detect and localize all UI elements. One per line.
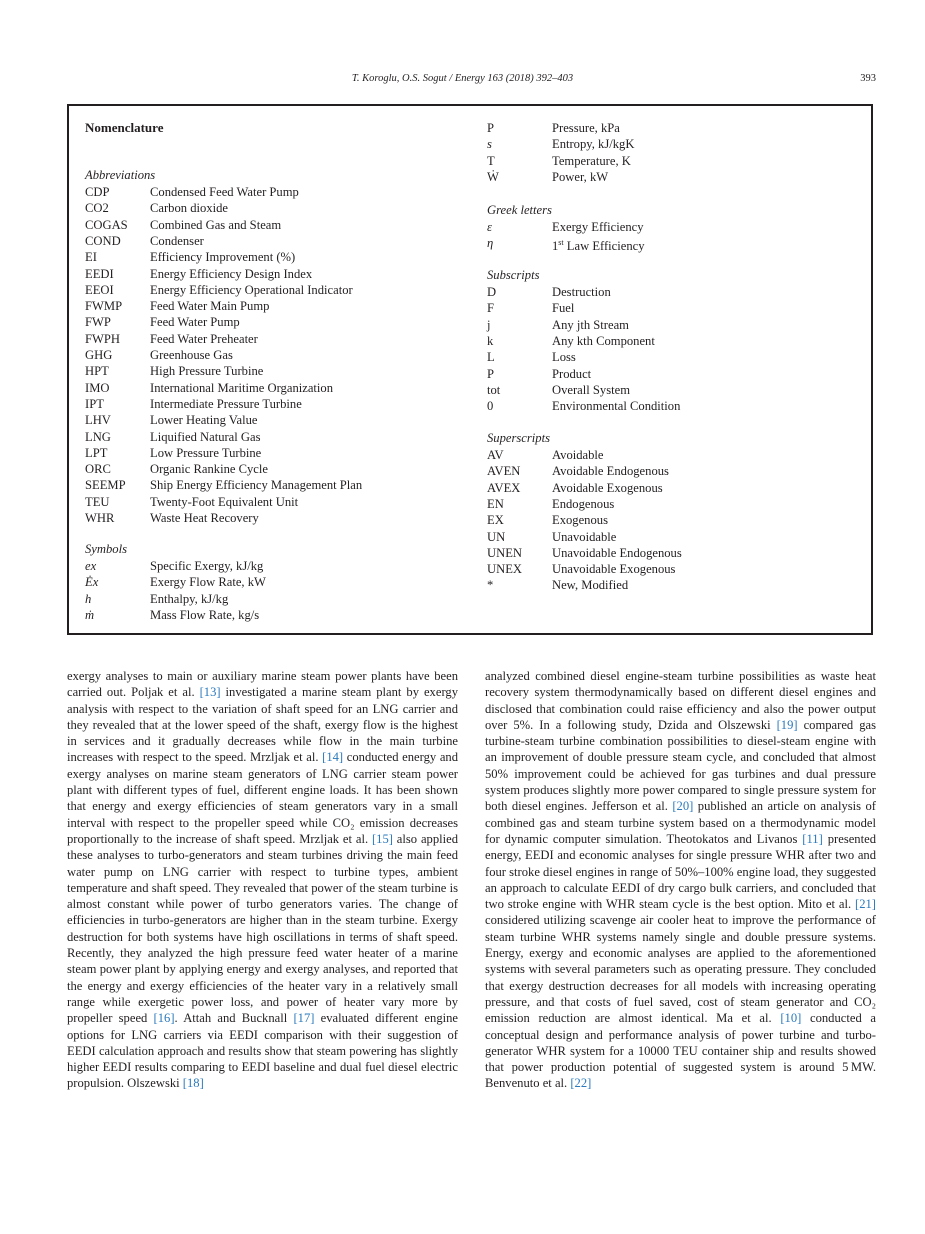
entry-symbol: LHV [85, 413, 111, 428]
entry-definition: Avoidable [552, 448, 604, 462]
entry-symbol: GHG [85, 348, 113, 362]
entry-symbol: T [487, 153, 495, 168]
abbreviations-heading: Abbreviations [85, 168, 156, 182]
entry-definition: Unavoidable Endogenous [552, 545, 682, 560]
entry-symbol: 0 [487, 399, 494, 414]
entry-definition: Feed Water Preheater [150, 331, 258, 346]
body-text: considered utilizing scavenge air cooler heat to improve the performance of steam turbine WHR systems namely single and double pressure systems. Energy, exergy and economic analyses are applied to the aforementioned systems with several parameters such as operating pressure. They concluded that exergy destruction decreases for all models with increasing operating pressure, and that costs of fuel saved, cost of steam generator and CO₂ emission reduction are almost identical. Ma et al. [485, 913, 876, 1026]
entry-symbol: η [487, 236, 494, 251]
entry-symbol: k [487, 333, 494, 348]
entry-definition: Condensed Feed Water Pump [150, 185, 299, 199]
entry-symbol: CO2 [85, 201, 109, 216]
entry-symbol: s [487, 137, 492, 152]
entry-symbol: ORC [85, 462, 111, 477]
citation-link[interactable]: [18] [182, 1076, 204, 1091]
entry-definition: Carbon dioxide [150, 201, 228, 216]
entry-definition: Combined Gas and Steam [150, 217, 282, 232]
entry-symbol: LNG [85, 429, 111, 444]
entry-symbol: IPT [85, 396, 104, 411]
entry-definition: New, Modified [552, 578, 629, 593]
entry-symbol: EI [85, 250, 97, 265]
entry-symbol: F [487, 301, 495, 316]
entry-definition: Power, kW [552, 169, 609, 184]
citation-link[interactable]: [14] [322, 750, 344, 765]
body-column-left [67, 668, 458, 1092]
superscripts-heading: Superscripts [487, 431, 550, 445]
entry-symbol: AVEN [487, 464, 521, 479]
entry-definition: Twenty-Foot Equivalent Unit [150, 494, 299, 509]
entry-definition: Liquified Natural Gas [150, 429, 261, 444]
body-text: presented energy, EEDI and economic analyses for single pressure WHR after two and four stroke diesel engines in range of 50%–100% engine load, they suggested an approach to calculate EEDI of dry cargo bulk carriers, and concluded that two stroke engine with WHR steam cycle is the best option. Mito et al. [485, 831, 877, 912]
entry-symbol: UNEN [487, 545, 522, 560]
page-number: 393 [860, 73, 876, 84]
entry-symbol: tot [487, 382, 501, 397]
citation-link[interactable]: [11] [802, 831, 823, 846]
entry-definition: Environmental Condition [552, 399, 681, 414]
citation-link[interactable]: [15] [371, 831, 393, 846]
greek-letters-heading: Greek letters [487, 203, 552, 217]
entry-definition: Energy Efficiency Design Index [150, 266, 313, 281]
entry-symbol: EN [487, 496, 504, 511]
entry-definition: Endogenous [552, 496, 615, 511]
body-text: conducted a conceptual design and performance analysis of power turbine and turbo-generator WHR system for a 10000 TEU container ship and results showed that power production potential of suggested system is around 5 MW. Benvenuto et al. [485, 1011, 877, 1091]
entry-definition: Loss [552, 350, 576, 365]
running-header [0, 73, 925, 89]
citation-link[interactable]: [21] [855, 897, 876, 912]
entry-definition: Product [552, 366, 592, 381]
entry-definition: Organic Rankine Cycle [150, 462, 268, 477]
entry-symbol: EX [487, 513, 504, 528]
entry-definition: Any kth Component [552, 333, 655, 348]
entry-symbol: TEU [85, 494, 110, 509]
entry-symbol: CDP [85, 185, 110, 199]
entry-symbol: Ẇ [487, 169, 499, 184]
entry-symbol: h [85, 591, 92, 606]
entry-definition: Unavoidable Exogenous [552, 562, 676, 577]
body-text: exergy analyses to main or auxiliary marine steam power plants have been carried out. Poljak et al. [67, 669, 458, 700]
entry-definition: Avoidable Exogenous [552, 480, 663, 495]
entry-definition: Temperature, K [552, 153, 631, 168]
entry-definition: Feed Water Main Pump [150, 299, 270, 314]
entry-definition: Greenhouse Gas [150, 348, 233, 362]
entry-definition: 1st Law Efficiency [552, 238, 645, 254]
entry-symbol: HPT [85, 364, 109, 379]
citation-link[interactable]: [22] [570, 1076, 592, 1091]
body-paragraph-right [485, 668, 876, 1092]
nomenclature-box [67, 104, 873, 635]
entry-symbol: D [487, 285, 497, 299]
entry-definition: Exogenous [552, 513, 608, 528]
entry-symbol: ε [487, 220, 492, 234]
entry-symbol: COND [85, 233, 121, 248]
entry-definition: Specific Exergy, kJ/kg [150, 559, 264, 573]
entry-symbol: AVEX [487, 480, 521, 495]
entry-definition: Exergy Efficiency [552, 220, 644, 234]
entry-symbol: LPT [85, 445, 108, 460]
body-text: conducted energy and exergy analyses on marine steam generators of LNG carrier steam power plant with different types of fuel, different engine loads. It has been shown that energy and exergy efficiencies of steam generators vary in a small interval with respect to the propeller speed while CO₂ emission decreases proportionally to the increase of shaft speed. Mrzljak et al. [67, 750, 459, 846]
citation-link[interactable]: [19] [776, 717, 798, 732]
entry-definition: Ship Energy Efficiency Management Plan [150, 478, 363, 493]
entry-symbol: L [487, 350, 495, 365]
body-text: evaluated different engine options for LNG carriers via EEDI comparison with their suggestion of EEDI calculation approach and results show that steam powering has slightly higher EEDI results comparing to EEDI baseline and dual fuel diesel electric propulsion. Olszewski [67, 1011, 458, 1091]
entry-definition: Lower Heating Value [150, 413, 258, 428]
entry-definition: Efficiency Improvement (%) [150, 250, 296, 265]
entry-symbol: UNEX [487, 562, 522, 577]
citation-link[interactable]: [17] [293, 1011, 315, 1026]
entry-symbol: WHR [85, 511, 115, 525]
body-column-right [485, 668, 876, 1092]
entry-definition: Mass Flow Rate, kg/s [150, 607, 260, 622]
entry-symbol: P [487, 121, 495, 135]
entry-symbol: SEEMP [85, 478, 126, 493]
entry-symbol: FWMP [85, 299, 123, 314]
entry-symbol: FWPH [85, 331, 120, 346]
entry-symbol: COGAS [85, 217, 128, 232]
citation-link[interactable]: [16] [153, 1011, 175, 1026]
entry-symbol: EEOI [85, 282, 114, 297]
entry-definition: Destruction [552, 285, 611, 299]
entry-symbol: EEDI [85, 266, 114, 281]
citation-link[interactable]: [10] [780, 1011, 802, 1026]
entry-definition: Feed Water Pump [150, 315, 240, 330]
entry-definition: Fuel [552, 301, 575, 316]
body-text: analyzed combined diesel engine-steam turbine possibilities as waste heat recovery system thermodynamically based on different diesel engines and disclosed that combination could raise efficiency and also the power output over 5%. In a following study, Dzida and Olszewski [485, 669, 876, 732]
body-text: published an article on analysis of combined gas and steam turbine system based on a thermodynamic model for dynamic computer simulation. Theotokatos and Livanos [485, 799, 877, 846]
body-text: investigated a marine steam plant by exergy analysis with respect to the variation of shaft speed for an LNG carrier and they revealed that at the lower speed of the shaft, exergy flow is the highest in services and it gradually decreases while flow in the main turbine increases with respect to the speed. Mrzljak et al. [67, 685, 458, 765]
entry-symbol: ṁ [85, 607, 95, 622]
entry-definition: Avoidable Endogenous [552, 464, 669, 479]
body-text: . Attah and Bucknall [174, 1011, 294, 1026]
body-text: also applied these analyses to turbo-generators and steam turbines driving the main feed water pump on LNG carrier with respect to turbine types, ambient temperature and shaft speed. They revealed that power of the steam turbine is almost constant while power of turbo generators varies. The change of efficiencies in turbo-generators are higher than in the steam turbine. Exergy destruction for both systems have high oscillations in terms of shaft speed. Recently, they analyzed the high pressure feed water heater of a marine steam power plant by applying energy and exergy analyses, and reported that the energy and exergy efficiencies of the heater vary in a relatively small range while exergetic power loss, and power of heater vary more by propeller speed [67, 831, 459, 1026]
entry-symbol: P [487, 366, 495, 381]
entry-definition: Exergy Flow Rate, kW [150, 575, 266, 590]
body-text: compared gas turbine-steam turbine combination possibilities to diesel-steam engine with an improvement of double pressure steam cycle, and concluded that almost 50% improvement could be achieved for gas turbines and dual pressure system produces slightly more power compared to single pressure system for both diesel engines. Jefferson et al. [485, 717, 877, 814]
entry-definition: Condenser [150, 233, 204, 248]
nomenclature-title: Nomenclature [85, 120, 164, 135]
entry-definition: Low Pressure Turbine [150, 445, 262, 460]
entry-symbol: UN [487, 529, 506, 544]
entry-definition: High Pressure Turbine [150, 364, 264, 379]
entry-symbol: AV [487, 448, 504, 462]
entry-definition: Energy Efficiency Operational Indicator [150, 282, 353, 297]
entry-definition: Entropy, kJ/kgK [552, 137, 635, 152]
subscripts-heading: Subscripts [487, 268, 540, 282]
entry-symbol: * [487, 578, 494, 593]
entry-definition: Enthalpy, kJ/kg [150, 591, 229, 606]
entry-definition: International Maritime Organization [150, 380, 334, 395]
citation-link[interactable]: [13] [199, 685, 221, 700]
entry-definition: Waste Heat Recovery [150, 511, 259, 525]
journal-citation: T. Koroglu, O.S. Sogut / Energy 163 (2018) 392–403 [351, 73, 574, 84]
entry-definition: Intermediate Pressure Turbine [150, 396, 302, 411]
entry-definition: Overall System [552, 382, 630, 397]
entry-symbol: Ėx [85, 575, 99, 590]
entry-symbol: ex [85, 559, 97, 573]
body-paragraph-left [67, 668, 458, 1092]
entry-symbol: IMO [85, 380, 110, 395]
entry-definition: Any jth Stream [552, 317, 629, 332]
entry-definition: Unavoidable [552, 529, 617, 544]
citation-link[interactable]: [20] [672, 799, 694, 814]
symbols-heading: Symbols [85, 542, 127, 556]
entry-symbol: FWP [85, 315, 111, 330]
entry-symbol: j [487, 317, 491, 332]
entry-definition: Pressure, kPa [552, 121, 620, 135]
